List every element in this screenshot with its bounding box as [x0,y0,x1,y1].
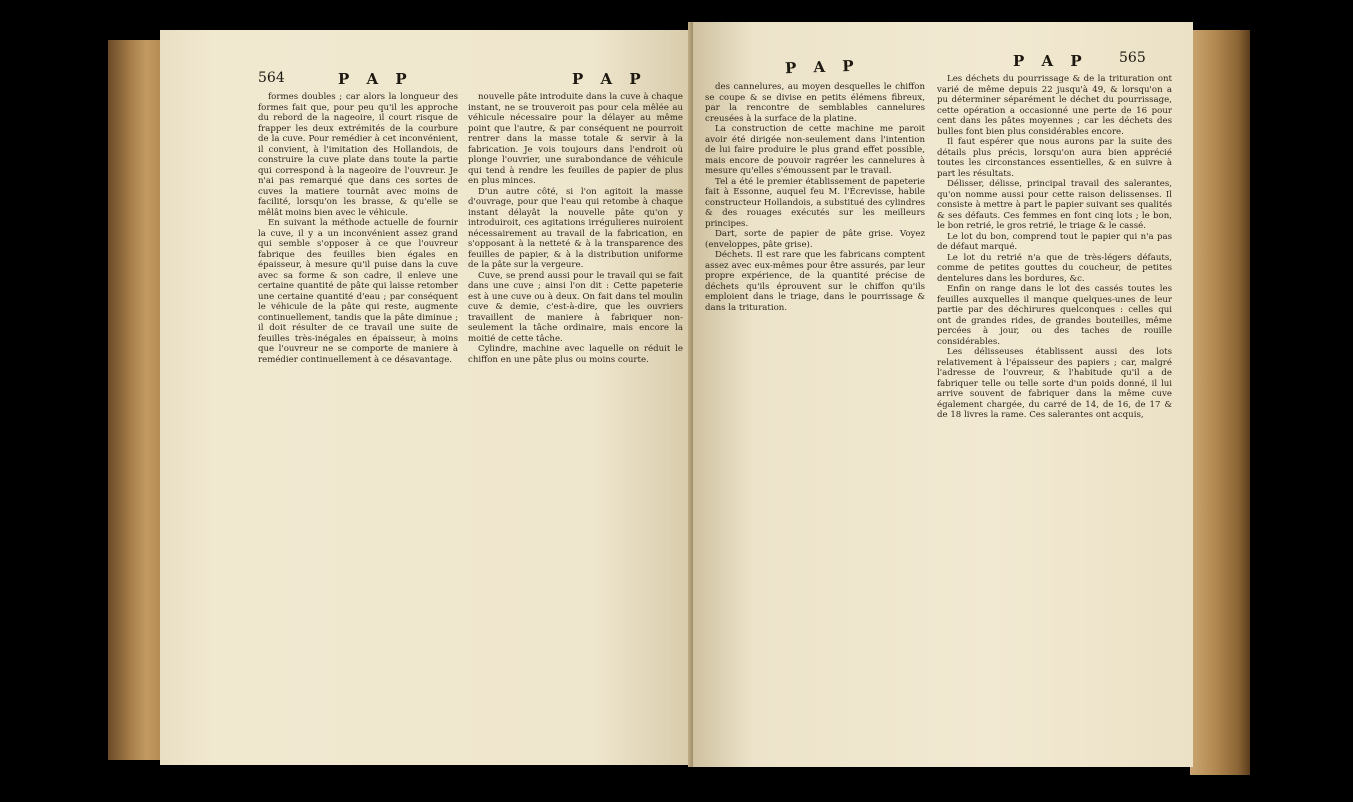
paragraph: En suivant la méthode actuelle de fournir la cuve, il y a un inconvénient assez grand qui semble s'opposer à ce que l'ouvreur fabrique des feuilles bien égales en épaisseur, à mesure qu'il puise dans la cuve avec sa forme & son cadre, il enleve une certaine quantité de pâte qui laisse retomber une certaine quantité d'eau ; par conséquent le véhicule de la pâte qui reste, augmente continuellement, tandis que la pâte diminue ; il doit résulter de ce travail une suite de feuilles très-inégales en épaisseur, à moins que l'ouvreur ne se comporte de maniere à remédier continuellement à ce désavantage. [258,218,458,365]
paragraph: Délisser, délisse, principal travail des salerantes, qu'on nomme aussi pour cette raison delissenses. Il consiste à mettre à part le papier suivant ses qualités & ses défauts. Ces femmes en font cinq lots ; le bon, le bon retrié, le gros retrié, le triage & le cassé. [937,179,1172,231]
paragraph: formes doubles ; car alors la longueur des formes fait que, pour peu qu'il les approche du rebord de la nageoire, il court risque de frapper les deux extrémités de la courbure de la cuve. Pour remédier à cet inconvénient, il convient, à l'imitation des Hollandois, de construire la cuve plate dans toute la partie qui correspond à la nageoire de l'ouvreur. Je n'ai pas remarqué que dans ces sortes de cuves la matiere tournât avec moins de facilité, lorsqu'on les brasse, & qu'elle se mêlât moins bien avec le véhicule. [258,92,458,218]
page-number: 565 [1119,50,1146,66]
running-head: P A P [338,70,413,88]
left-page-edges [108,40,163,760]
paragraph: Tel a été le premier établissement de papeterie fait à Essonne, auquel feu M. l'Écrevisse, habile constructeur Hollandois, a substitué des cylindres & des rouages exécutés sur les meilleurs principes. [705,176,925,229]
paragraph: Le lot du retrié n'a que de très-légers défauts, comme de petites gouttes du coucheur, de petites dentelures dans les bordures, &c. [937,252,1172,284]
text-column-2 [937,74,1172,754]
text-column-2 [468,92,683,752]
paragraph: des cannelures, au moyen desquelles le chiffon se coupe & se divise en petits élémens fibreux, par la rencontre de semblables cannelures creusées à la surface de la platine. [705,82,925,124]
paragraph: La construction de cette machine me paroit avoir été dirigée non-seulement dans l'intention de lui faire produire le plus grand effet possible, mais encore de pouvoir ragréer les cannelures à mesure qu'elles s'émoussent par le travail. [705,124,925,176]
paragraph: Il faut espérer que nous aurons par la suite des détails plus précis, lorsqu'on aura bien apprécié toutes les circonstances essentielles, & en suivre à part les résultats. [937,137,1172,179]
paragraph: Le lot du bon, comprend tout le papier qui n'a pas de défaut marqué. [937,231,1172,252]
page-number: 564 [258,70,285,86]
running-head: P A P [1013,52,1088,70]
paragraph: Les déchets du pourrissage & de la trituration ont varié de même depuis 22 jusqu'à 49, & lorsqu'on a pu déterminer séparément le déchet du pourrissage, cette opération a occasionné une perte de 16 pour cent dans les pâtes moyennes ; car les déchets des bulles font bien plus considérables encore. [937,74,1172,137]
text-column-1 [258,92,458,752]
text-column-1 [705,82,925,752]
paragraph: Dart, sorte de papier de pâte grise. Voyez (enveloppes, pâte grise). [705,229,925,250]
left-page [160,30,700,765]
paragraph: Enfin on range dans le lot des cassés toutes les feuilles auxquelles il manque quelques-unes de leur partie par des déchirures quelconques : celles qui ont de grandes rides, de grandes bouteilles, même percées à jour, ou des taches de rouille considérables. [937,284,1172,347]
paragraph: Cylindre, machine avec laquelle on réduit le chiffon en une pâte plus ou moins courte. [468,344,683,365]
paragraph: Les délisseuses établissent aussi des lots relativement à l'épaisseur des papiers ; car, malgré l'adresse de l'ouvreur, & l'habitude qu'il a de fabriquer telle ou telle sorte d'un poids donné, il lui arrive souvent de fabriquer dans la même cuve également chargée, du carré de 14, de 16, de 17 & de 18 livres la rame. Ces salerantes ont acquis, [937,347,1172,420]
running-head: P A P [572,70,647,88]
paragraph: Déchets. Il est rare que les fabricans comptent assez avec eux-mêmes pour être assurés, par leur propre expérience, de la quantité précise de déchets qu'ils éprouvent sur le chiffon qu'ils emploient dans le triage, dans le pourrissage & dans la trituration. [705,250,925,313]
right-page [693,22,1193,767]
right-page-edges [1190,30,1250,775]
paragraph: D'un autre côté, si l'on agitoit la masse d'ouvrage, pour que l'eau qui retombe à chaque instant délayât la nouvelle pâte qu'on y introduiroit, ces agitations irrégulieres nuiroient nécessairement au travail de la fabrication, en s'opposant à la netteté & à la transparence des feuilles de papier, & à la distribution uniforme de la pâte sur la vergeure. [468,186,683,270]
running-head: P A P [784,56,860,78]
paragraph: Cuve, se prend aussi pour le travail qui se fait dans une cuve ; ainsi l'on dit : Cette papeterie est à une cuve ou à deux. On fait dans tel moulin cuve & demie, c'est-à-dire, que les ouvriers travaillent de maniere à fabriquer non-seulement la tâche ordinaire, mais encore la moitié de cette tâche. [468,270,683,344]
paragraph: nouvelle pâte introduite dans la cuve à chaque instant, ne se trouveroit pas pour cela mêlée au véhicule nécessaire pour la délayer au même point que l'autre, & par conséquent ne pourroit rentrer dans la masse totale & servir à la fabrication. Je vois toujours dans l'endroit où plonge l'ouvrier, une surabondance de véhicule qui tend à rendre les feuilles de papier de plus en plus minces. [468,92,683,186]
